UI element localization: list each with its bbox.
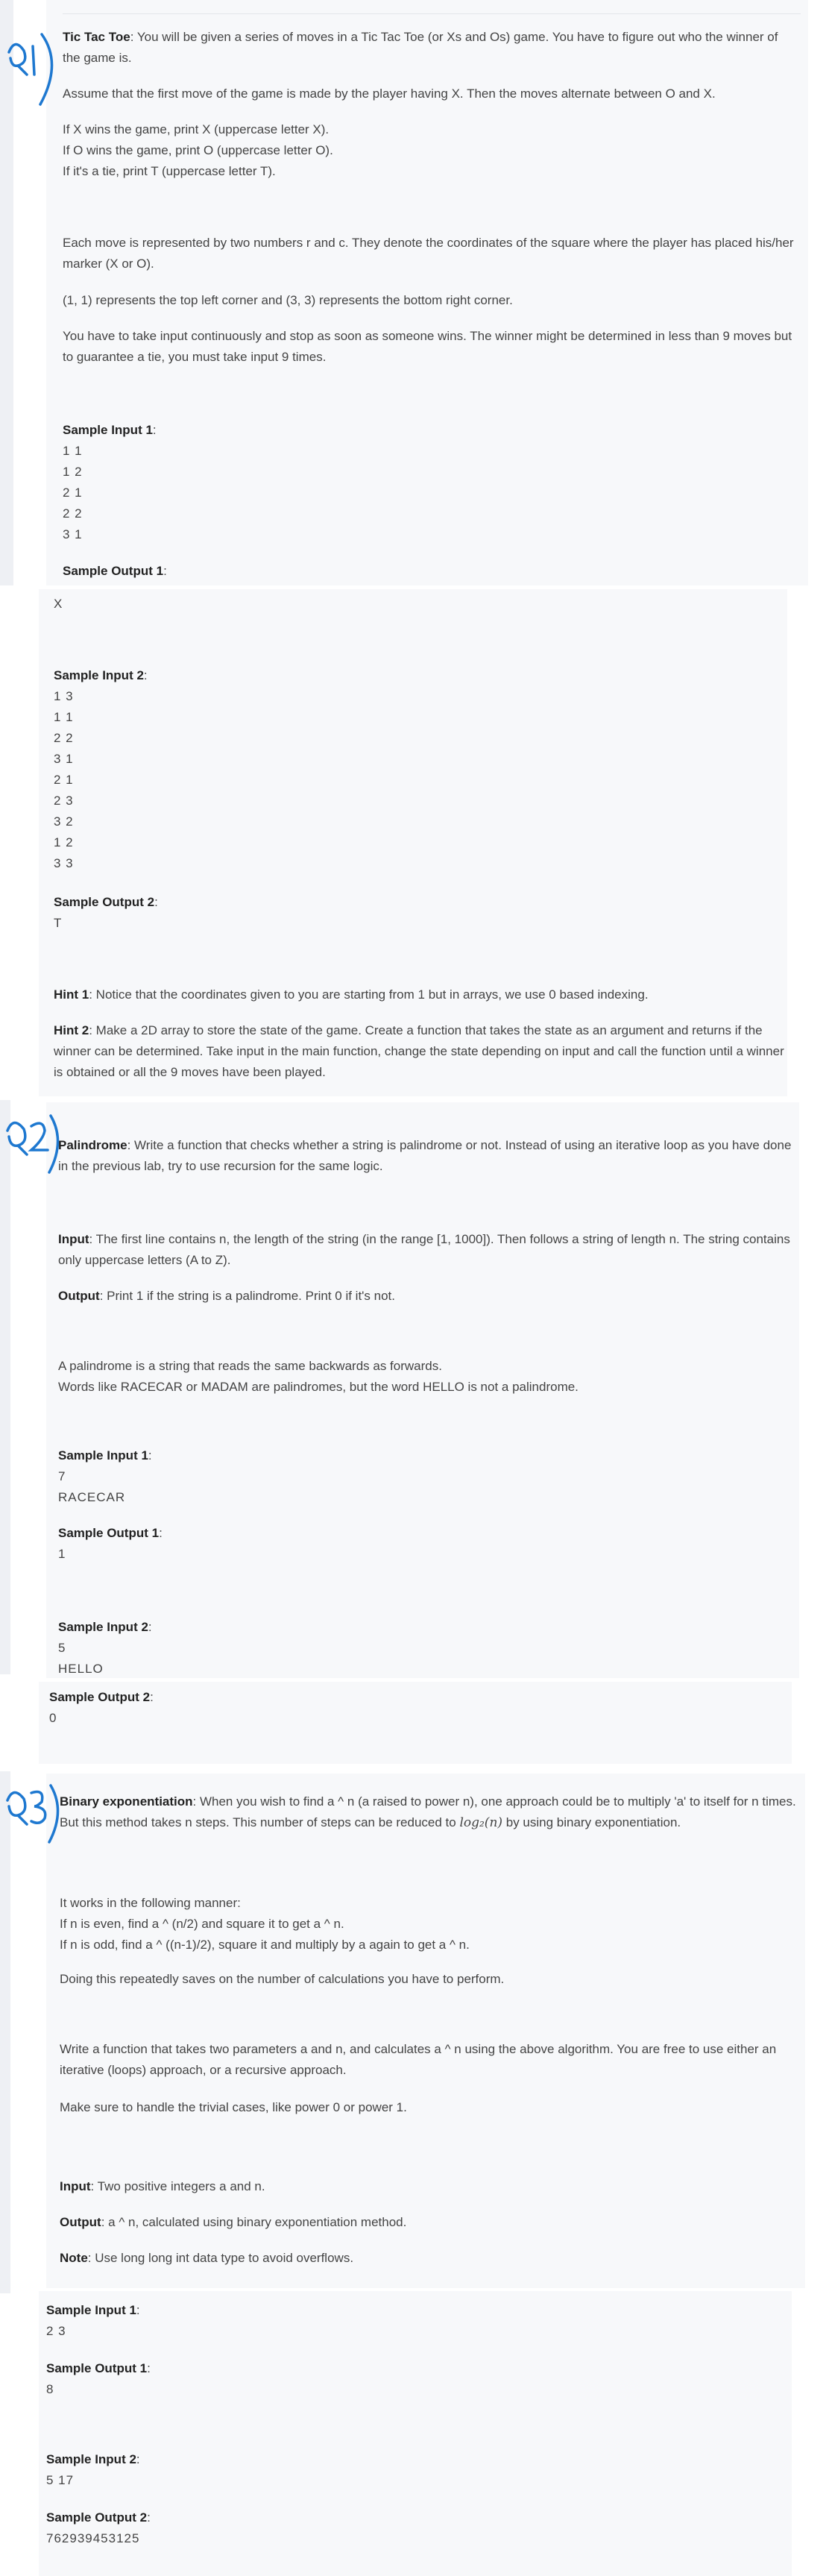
input-line: 1 2 bbox=[63, 465, 83, 479]
q1-rules bbox=[63, 119, 801, 182]
label: Sample Output 1 bbox=[46, 2361, 148, 2375]
input-line: 5 bbox=[58, 1641, 66, 1655]
input-line: 2 1 bbox=[63, 486, 83, 500]
q2-output-desc: Output: Print 1 if the string is a palindrome. Print 0 if it's not. bbox=[58, 1289, 396, 1303]
q2-definition: A palindrome is a string that reads the same backwards as forwards. Words like RACECAR or MADAM are palindromes, but the word HELLO is not a palindrome. bbox=[58, 1359, 579, 1394]
q1-sample-input-2: Sample Input 2: 1 3 1 1 2 2 3 1 2 1 2 3 3 2 1 2 3 3 bbox=[54, 665, 501, 874]
q1-assume: Assume that the first move of the game is made by the player having X. Then the moves alternate between O and X. bbox=[63, 87, 716, 101]
log-formula: log₂(n) bbox=[459, 1815, 503, 1830]
q2-title: Palindrome bbox=[58, 1138, 127, 1152]
q3-panel bbox=[46, 1774, 805, 2288]
input-line: 2 2 bbox=[54, 731, 74, 745]
input-line: 1 2 bbox=[54, 835, 74, 849]
q1-rule-o: If O wins the game, print O (uppercase letter O). bbox=[63, 143, 333, 157]
input-line: 2 1 bbox=[54, 773, 74, 787]
input-line: 2 3 bbox=[54, 794, 74, 808]
q3-sample-output-1: Sample Output 1: 8 bbox=[46, 2361, 151, 2396]
q1-corners: (1, 1) represents the top left corner and (3, 3) represents the bottom right corner. bbox=[63, 293, 513, 307]
label: Sample Input 1 bbox=[46, 2303, 136, 2317]
input-line: 2 2 bbox=[63, 506, 83, 521]
input-line: 3 3 bbox=[54, 856, 74, 870]
label: Sample Output 2 bbox=[49, 1690, 151, 1704]
q1-sample-output-2: Sample Output 2: T bbox=[54, 895, 158, 930]
q1-rule-x: If X wins the game, print X (uppercase letter X). bbox=[63, 122, 330, 136]
q1-sample-output-1-label: Sample Output 1: bbox=[63, 564, 167, 578]
label: Sample Input 2 bbox=[58, 1620, 148, 1634]
q3-sample-input-2: Sample Input 2: 5 17 bbox=[46, 2452, 140, 2487]
q2-handwritten-marker bbox=[1, 1111, 61, 1181]
q1-handwritten-marker bbox=[1, 30, 61, 115]
input-line: 1 1 bbox=[54, 710, 74, 724]
q1-hint-1: Hint 1: Notice that the coordinates given to you are starting from 1 but in arrays, we use 0 based indexing. bbox=[54, 987, 649, 1002]
label: Sample Output 2 bbox=[46, 2510, 148, 2525]
q2-intro: Palindrome: Write a function that checks whether a string is palindrome or not. Instead of using an iterative loop as you have done in the previous lab, try to use recursion for the same logic. bbox=[58, 1138, 792, 1173]
q1-hint-2: Hint 2: Make a 2D array to store the state of the game. Create a function that takes the state as an argument and returns if the winner can be determined. Take input in the main function, change the state depending on input and call the function until a winner is obtained or all the 9 moves have been played. bbox=[54, 1023, 784, 1079]
q3-title: Binary exponentiation bbox=[60, 1794, 193, 1809]
q3-handwritten-marker bbox=[1, 1781, 61, 1851]
q2-sample-input-2: Sample Input 2: 5 HELLO bbox=[58, 1617, 505, 1680]
divider bbox=[63, 13, 801, 14]
q3-write: Write a function that takes two parameters a and n, and calculates a ^ n using the above algorithm. You are free to use either an iterative (loops) approach, or a recursive approach. bbox=[60, 2042, 777, 2077]
q3-algorithm: It works in the following manner: If n is even, find a ^ (n/2) and square it to get a ^ n. If n is odd, find a ^ ((n-1)/2), square it and multiply by a again to get a ^ n. bbox=[60, 1896, 470, 1952]
q1-rule-t: If it's a tie, print T (uppercase letter T). bbox=[63, 164, 276, 178]
input-line: RACECAR bbox=[58, 1490, 126, 1504]
input-line: 1 1 bbox=[63, 444, 83, 458]
label: Sample Input 1 bbox=[63, 423, 153, 437]
q3-sample-output-2: Sample Output 2: 762939453125 bbox=[46, 2510, 151, 2545]
label: Sample Input 2 bbox=[46, 2452, 136, 2466]
q2-sample-output-1: Sample Output 1: 1 bbox=[58, 1526, 163, 1561]
input-line: HELLO bbox=[58, 1662, 104, 1676]
input-line: 3 1 bbox=[54, 752, 74, 766]
label: Sample Input 2 bbox=[54, 668, 144, 682]
input-line: 7 bbox=[58, 1469, 66, 1483]
q3-trivial: Make sure to handle the trivial cases, like power 0 or power 1. bbox=[60, 2100, 407, 2114]
q3-panel-continued bbox=[39, 2291, 792, 2576]
label: Sample Input 1 bbox=[58, 1448, 148, 1463]
q1-move-desc: Each move is represented by two numbers r and c. They denote the coordinates of the square where the player has placed his/her marker (X or O). bbox=[63, 236, 794, 271]
q1-sample-input-1: Sample Input 1: 1 1 1 2 2 1 2 2 3 1 bbox=[63, 420, 510, 545]
q2-input-desc: Input: The first line contains n, the length of the string (in the range [1, 1000]). Then follows a string of length n. The string contains only uppercase letters (A to Z). bbox=[58, 1232, 790, 1267]
q3-saves: Doing this repeatedly saves on the number of calculations you have to perform. bbox=[60, 1972, 505, 1986]
q1-intro: Tic Tac Toe: You will be given a series of moves in a Tic Tac Toe (or Xs and Os) game. You have to figure out who the winner of the game is. bbox=[63, 30, 778, 65]
label: Sample Output 1 bbox=[58, 1526, 160, 1540]
left-margin-stripe bbox=[0, 1100, 10, 1674]
q3-intro: Binary exponentiation: When you wish to find a ^ n (a raised to power n), one approach could be to multiply 'a' to itself for n times. But this method takes n steps. This number of steps can be reduced to log₂(n) by using binary exponentiation. bbox=[60, 1794, 796, 1830]
q2-sample-output-2: Sample Output 2: 0 bbox=[49, 1690, 154, 1725]
input-line: 3 2 bbox=[54, 814, 74, 829]
q3-note: Note: Use long long int data type to avoid overflows. bbox=[60, 2251, 354, 2265]
input-line: 3 1 bbox=[63, 527, 83, 541]
q1-continuous: You have to take input continuously and stop as soon as someone wins. The winner might be determined in less than 9 moves but to guarantee a tie, you must take input 9 times. bbox=[63, 329, 792, 364]
q1-sample-output-1: X bbox=[54, 597, 63, 611]
input-line: 1 3 bbox=[54, 689, 74, 703]
q3-output-desc: Output: a ^ n, calculated using binary exponentiation method. bbox=[60, 2215, 407, 2229]
q1-title: Tic Tac Toe bbox=[63, 30, 130, 44]
q2-sample-input-1: Sample Input 1: 7 RACECAR bbox=[58, 1445, 505, 1508]
q3-input-desc: Input: Two positive integers a and n. bbox=[60, 2179, 265, 2193]
q3-sample-input-1: Sample Input 1: 2 3 bbox=[46, 2303, 140, 2338]
label: Sample Output 2 bbox=[54, 895, 155, 909]
